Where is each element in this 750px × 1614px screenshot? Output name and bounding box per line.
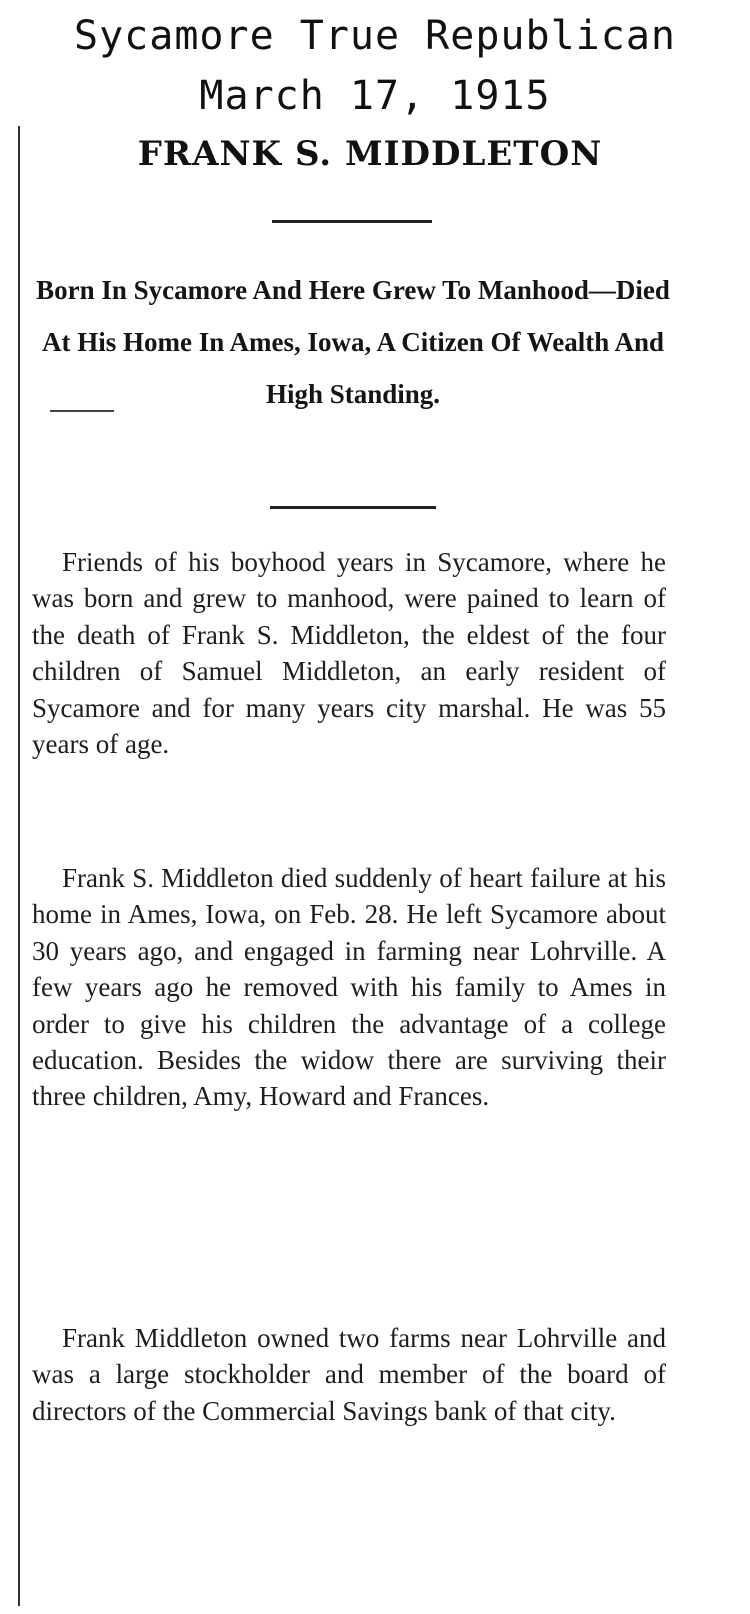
margin-mark	[50, 410, 114, 412]
article-paragraph: Frank Middleton owned two farms near Lohrville and was a large stockholder and member of the board of directors of the Commercial Savings bank of that city.	[32, 1323, 666, 1426]
newspaper-name: Sycamore True Republican	[74, 13, 676, 59]
publication-date: March 17, 1915	[199, 73, 551, 119]
article-paragraph: Frank S. Middleton died suddenly of heart failure at his home in Ames, Iowa, on Feb. 28. He left Sycamore about 30 years ago, and engaged in farming near Lohrville. A few years ago he removed with his family to Ames in order to give his children the advantage of a college education. Besides the widow there are surviving their three children, Amy, Howard and Frances.	[32, 863, 666, 1112]
headline-divider	[272, 220, 432, 223]
column-rule	[18, 126, 20, 1606]
article-headline: FRANK S. MIDDLETON	[137, 134, 603, 174]
subhead-divider	[270, 506, 436, 509]
article-subhead: Born In Sycamore And Here Grew To Manhood—Died At His Home In Ames, Iowa, A Citizen Of Wealth And High Standing.	[36, 275, 670, 409]
article-paragraph: Friends of his boyhood years in Sycamore, where he was born and grew to manhood, were pained to learn of the death of Frank S. Middleton, the eldest of the four children of Samuel Middleton, an early resident of Sycamore and for many years city marshal. He was 55 years of age.	[32, 547, 666, 760]
